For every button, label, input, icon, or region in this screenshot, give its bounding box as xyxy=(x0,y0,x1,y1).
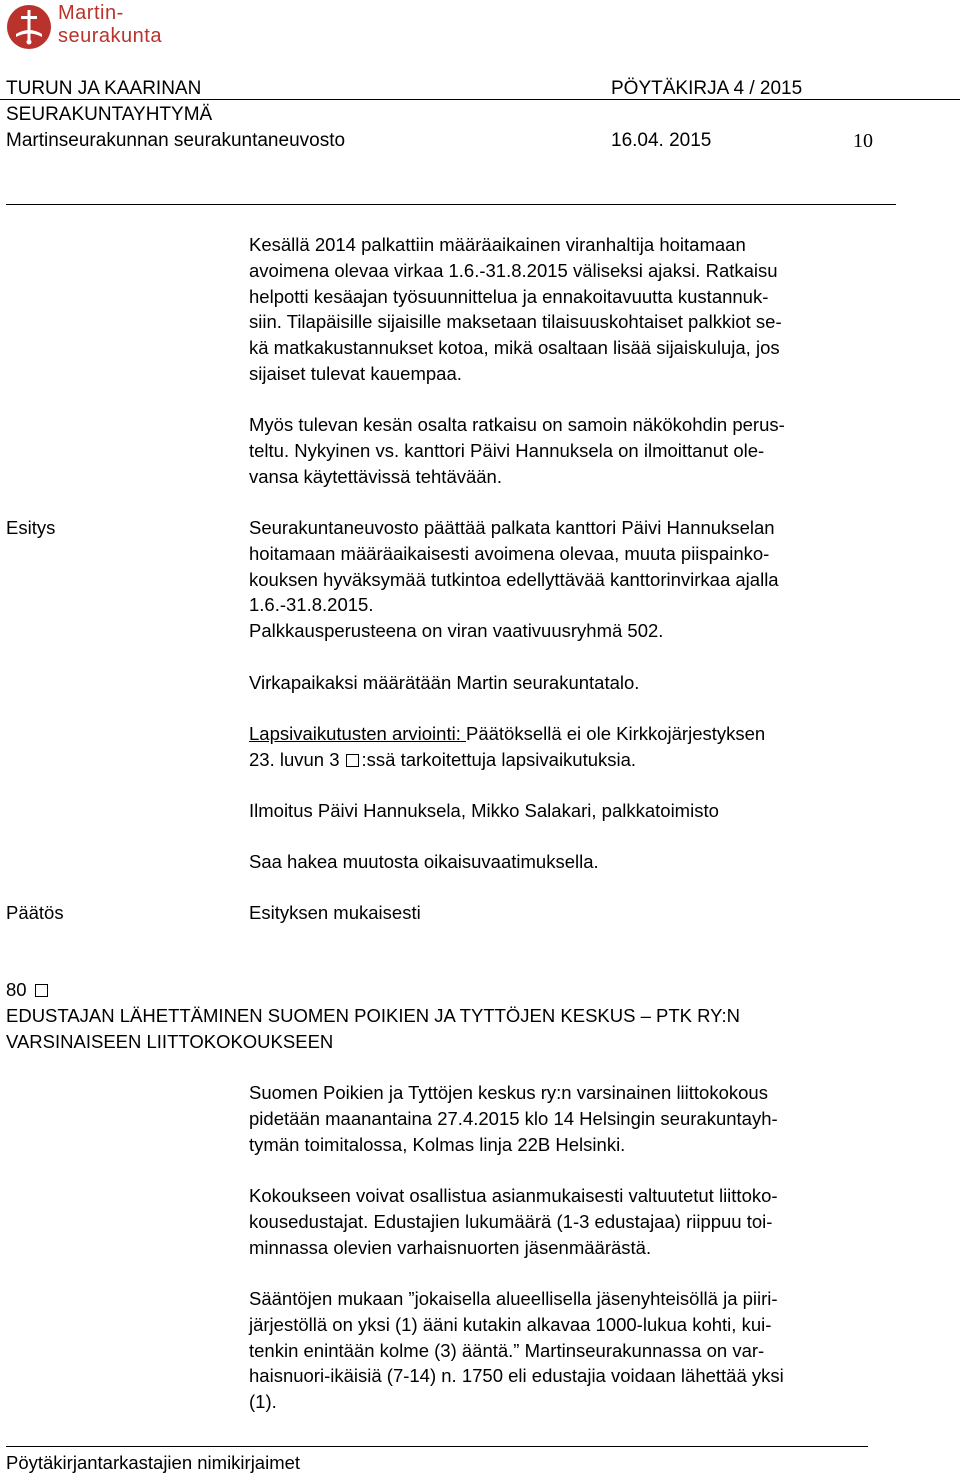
meeting-date: 16.04. 2015 xyxy=(611,130,712,151)
text-line: Seurakuntaneuvosto päättää palkata kanttori Päivi Hannukselan xyxy=(249,517,775,538)
text-line: Sääntöjen mukaan ”jokaisella alueellisella jäsenyhteisöllä ja piiri- xyxy=(249,1288,778,1309)
text-line: sijaiset tulevat kauempaa. xyxy=(249,362,462,384)
header-rule xyxy=(0,99,960,100)
child-impact-line2a: 23. luvun 3 xyxy=(249,748,340,770)
signature-line xyxy=(6,1446,868,1447)
participation-paragraph xyxy=(249,1183,897,1260)
text-line: kä matkakustannukset kotoa, mikä osaltaan lisää sijaiskuluja, jos xyxy=(249,337,780,359)
child-impact-paragraph xyxy=(249,721,897,773)
text-line: kouksen hyväksymää tutkintoa edellyttävää kanttorinvirkaa ajalla xyxy=(249,568,779,590)
text-line: (1). xyxy=(249,1391,277,1413)
section-title-line-2: VARSINAISEEN LIITTOKOKOUKSEEN xyxy=(6,1031,334,1052)
minutes-number: PÖYTÄKIRJA 4 / 2015 xyxy=(611,78,803,99)
text-line: Kesällä 2014 palkattiin määräaikainen viranhaltija hoitamaan xyxy=(249,234,746,255)
text-line: vansa käytettävissä tehtävään. xyxy=(249,465,502,487)
meeting-info-paragraph xyxy=(249,1080,897,1157)
page-number: 10 xyxy=(853,130,873,152)
separator-line xyxy=(6,204,896,205)
child-impact-line2b: :ssä tarkoitettuja lapsivaikutuksia. xyxy=(361,748,637,770)
decision-text: Esityksen mukaisesti xyxy=(249,902,421,923)
logo-line-2: seurakunta xyxy=(58,25,162,47)
text-line: tenkin enintään kolme (3) ääntä.” Martinseurakunnassa on var- xyxy=(249,1339,765,1361)
section-number xyxy=(6,977,946,1003)
proposal-paragraph xyxy=(249,515,897,644)
appeal-text: Saa hakea muutosta oikaisuvaatimuksella. xyxy=(249,851,599,872)
text-line: pidetään maanantaina 27.4.2015 klo 14 Helsingin seurakuntayh- xyxy=(249,1107,778,1129)
church-logo-icon xyxy=(6,4,52,50)
section-title-line-1: EDUSTAJAN LÄHETTÄMINEN SUOMEN POIKIEN JA TYTTÖJEN KESKUS – PTK RY:N xyxy=(6,1005,740,1026)
org-name-line-2: SEURAKUNTAYHTYMÄ xyxy=(6,104,213,125)
child-impact-text: Päätöksellä ei ole Kirkkojärjestyksen xyxy=(465,723,766,744)
text-line: Suomen Poikien ja Tyttöjen keskus ry:n varsinainen liittokokous xyxy=(249,1082,768,1103)
text-line: kousedustajat. Edustajien lukumäärä (1-3 edustajaa) riippuu toi- xyxy=(249,1210,773,1232)
text-line: Myös tulevan kesän osalta ratkaisu on samoin näkökohdin perus- xyxy=(249,414,785,435)
text-line: siin. Tilapäisille sijaisille maksetaan tilaisuuskohtaiset palkkiot se- xyxy=(249,311,782,333)
text-line: hoitamaan määräaikaisesti avoimena olevaa, muuta piispainko- xyxy=(249,542,770,564)
section-sign-icon xyxy=(35,984,48,997)
background-paragraph xyxy=(249,232,897,387)
org-name-line-1: TURUN JA KAARINAN xyxy=(6,78,202,99)
text-line: tymän toimitalossa, Kolmas linja 22B Helsinki. xyxy=(249,1133,626,1155)
text-line: helpotti kesäajan työsuunnittelua ja ennakoitavuutta kustannuk- xyxy=(249,285,769,307)
logo-line-1: Martin- xyxy=(58,2,124,24)
logo-wordmark xyxy=(58,2,162,48)
justification-paragraph xyxy=(249,412,897,489)
text-line: haisnuori-ikäisiä (7-14) n. 1750 eli edustajia voidaan lähettää yksi xyxy=(249,1365,784,1387)
council-name: Martinseurakunnan seurakuntaneuvosto xyxy=(6,130,346,151)
text-line: teltu. Nykyinen vs. kanttori Päivi Hannuksela on ilmoittanut ole- xyxy=(249,439,765,461)
workplace-text: Virkapaikaksi määrätään Martin seurakuntatalo. xyxy=(249,672,640,693)
footer-initials-label: Pöytäkirjantarkastajien nimikirjaimet xyxy=(6,1452,301,1473)
text-line: avoimena olevaa virkaa 1.6.-31.8.2015 väliseksi ajaksi. Ratkaisu xyxy=(249,259,778,281)
decision-label: Päätös xyxy=(6,902,64,923)
proposal-label: Esitys xyxy=(6,517,56,538)
rules-paragraph xyxy=(249,1286,897,1415)
section-number-value: 80 xyxy=(6,979,27,1000)
text-line: järjestöllä on yksi (1) ääni kutakin alkavaa 1000-lukua kohti, kui- xyxy=(249,1313,772,1335)
text-line: 1.6.-31.8.2015. xyxy=(249,594,374,616)
text-line: Palkkausperusteena on viran vaativuusryhmä 502. xyxy=(249,620,664,642)
child-impact-label: Lapsivaikutusten arviointi: xyxy=(249,723,461,744)
text-line: Kokoukseen voivat osallistua asianmukaisesti valtuutetut liittoko- xyxy=(249,1185,778,1206)
section-sign-icon xyxy=(346,754,359,767)
text-line: minnassa olevien varhaisnuorten jäsenmäärästä. xyxy=(249,1236,652,1258)
notice-text: Ilmoitus Päivi Hannuksela, Mikko Salakari, palkkatoimisto xyxy=(249,800,719,821)
